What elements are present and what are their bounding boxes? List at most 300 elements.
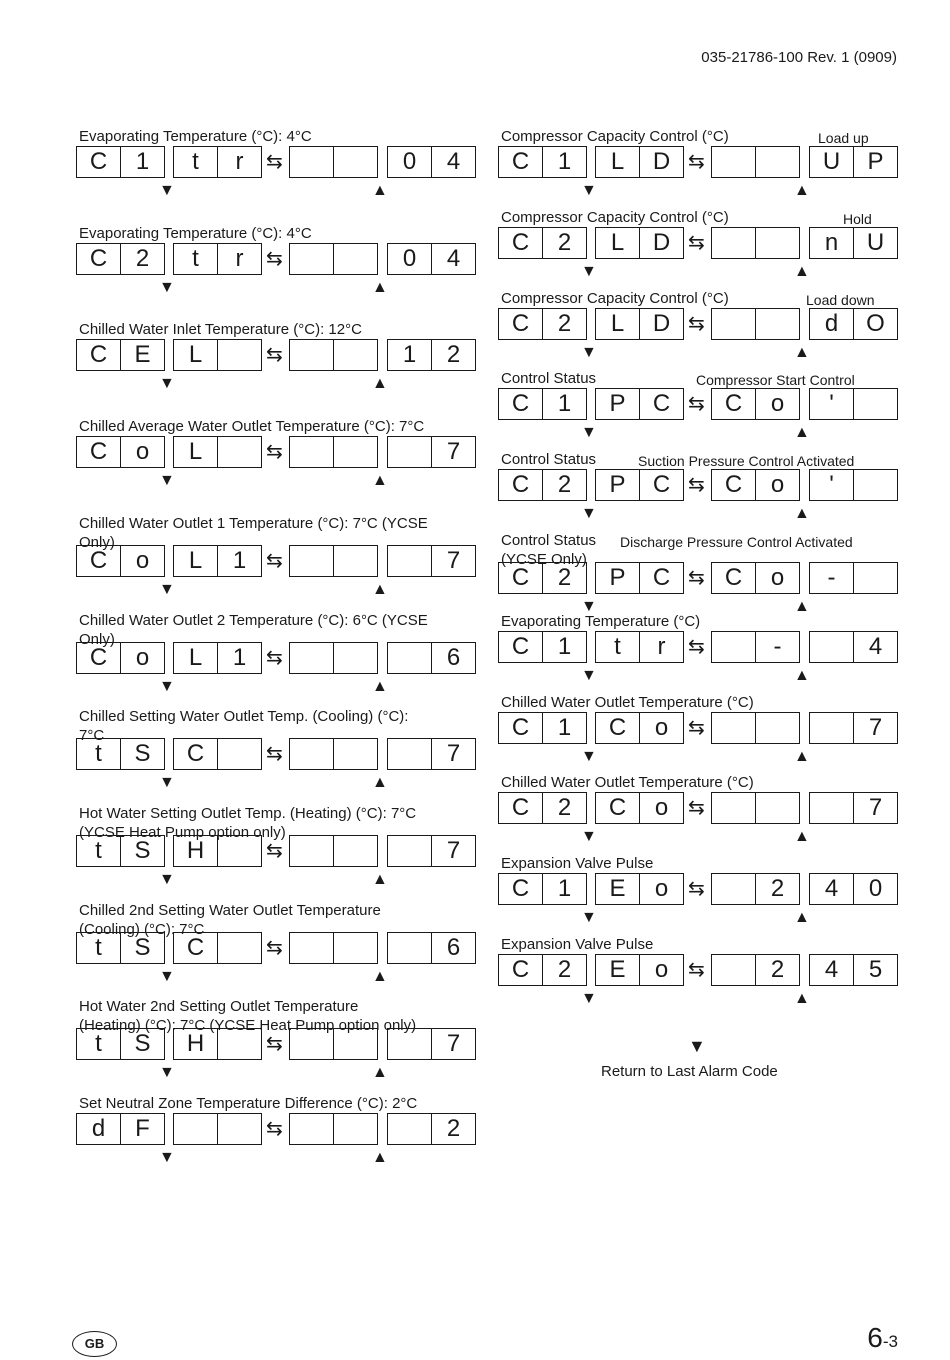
digit-cell: 4 xyxy=(824,875,839,903)
swap-arrows-icon: ⇆ xyxy=(688,312,705,335)
down-arrow-icon: ▼ xyxy=(581,262,597,280)
up-arrow-icon: ▲ xyxy=(372,967,388,985)
digit-cell: S xyxy=(120,1029,164,1059)
digit-group xyxy=(498,469,587,501)
digit-cell: d xyxy=(824,309,839,337)
digit-cell xyxy=(333,244,377,274)
digit-cell xyxy=(290,437,333,467)
digit-cell xyxy=(290,244,333,274)
digit-cell xyxy=(755,793,799,823)
digit-cell: t xyxy=(614,632,621,660)
digit-cell: 2 xyxy=(431,1114,475,1144)
digit-group xyxy=(289,1028,378,1060)
digit-cell: C xyxy=(186,933,205,961)
digit-group xyxy=(289,146,378,178)
digit-cell xyxy=(333,836,377,866)
digit-group xyxy=(289,738,378,770)
up-arrow-icon: ▲ xyxy=(794,909,810,927)
digit-cell: C xyxy=(608,713,627,741)
digit-group xyxy=(289,339,378,371)
down-arrow-icon: ▼ xyxy=(159,278,175,296)
step-label: Chilled 2nd Setting Water Outlet Temperature (Cooling) (°C): 7°C xyxy=(79,901,381,938)
step-label: Evaporating Temperature (°C): 4°C xyxy=(79,224,312,242)
digit-cell: C xyxy=(89,244,108,272)
digit-group xyxy=(173,642,262,674)
up-arrow-icon: ▲ xyxy=(794,343,810,361)
step-label: Control Status xyxy=(501,451,597,469)
digit-cell: L xyxy=(610,228,625,256)
digit-cell: o xyxy=(120,437,164,467)
digit-cell xyxy=(217,933,261,963)
digit-group xyxy=(809,792,898,824)
digit-cell: 7 xyxy=(431,437,475,467)
digit-group xyxy=(387,1113,476,1145)
digit-cell xyxy=(290,643,333,673)
digit-cell: L xyxy=(610,148,625,175)
digit-group xyxy=(76,835,165,867)
step-status-label: Suction Pressure Control Activated xyxy=(638,453,855,470)
digit-cell: C xyxy=(511,471,530,499)
up-arrow-icon: ▲ xyxy=(372,1064,388,1082)
down-arrow-icon: ▼ xyxy=(159,1149,175,1166)
digit-cell: C xyxy=(511,228,530,256)
digit-cell xyxy=(712,228,755,258)
digit-group xyxy=(76,146,165,178)
digit-cell: o xyxy=(755,470,799,500)
digit-cell: 1 xyxy=(217,643,261,673)
digit-cell: C xyxy=(511,794,530,822)
step-label: Chilled Water Inlet Temperature (°C): 12°C xyxy=(79,321,362,339)
digit-group xyxy=(711,712,800,744)
up-arrow-icon: ▲ xyxy=(372,580,388,598)
swap-arrows-icon: ⇆ xyxy=(266,839,283,862)
digit-cell: C xyxy=(639,389,683,419)
digit-cell: 2 xyxy=(542,470,586,500)
digit-group xyxy=(498,308,587,340)
digit-cell xyxy=(217,739,261,769)
digit-cell: o xyxy=(639,955,683,985)
digit-cell xyxy=(755,713,799,743)
step-label: Evaporating Temperature (°C): 4°C xyxy=(79,128,312,145)
digit-group xyxy=(595,792,684,824)
digit-group xyxy=(387,738,476,770)
digit-cell: C xyxy=(511,564,530,591)
digit-cell xyxy=(333,1114,377,1144)
digit-group xyxy=(809,308,898,340)
digit-group xyxy=(498,712,587,744)
digit-group xyxy=(498,792,587,824)
digit-cell xyxy=(810,793,853,823)
digit-group xyxy=(711,562,800,594)
digit-cell: 7 xyxy=(431,546,475,576)
digit-cell xyxy=(333,1029,377,1059)
digit-cell xyxy=(290,933,333,963)
up-arrow-icon: ▲ xyxy=(372,870,388,888)
digit-group xyxy=(498,146,587,178)
digit-group xyxy=(76,1113,165,1145)
digit-cell xyxy=(712,955,755,985)
digit-cell: 1 xyxy=(542,874,586,904)
digit-cell xyxy=(388,1029,431,1059)
digit-cell: L xyxy=(188,546,203,574)
digit-cell: 2 xyxy=(542,309,586,339)
digit-cell: 6 xyxy=(431,933,475,963)
digit-cell xyxy=(388,1114,431,1144)
up-arrow-icon: ▲ xyxy=(794,182,810,199)
digit-cell: 5 xyxy=(853,955,897,985)
step-label: Chilled Water Outlet 1 Temperature (°C): 7°C (YCSE Only) xyxy=(79,514,428,551)
digit-cell: C xyxy=(511,956,530,983)
digit-cell: o xyxy=(120,546,164,576)
digit-cell xyxy=(712,793,755,823)
digit-cell: n xyxy=(824,228,839,256)
digit-cell: 1 xyxy=(217,546,261,576)
digit-cell xyxy=(755,147,799,177)
swap-arrows-icon: ⇆ xyxy=(688,635,705,658)
step-label: Chilled Water Outlet 2 Temperature (°C): 6°C (YCSE Only) xyxy=(79,611,428,648)
up-arrow-icon: ▲ xyxy=(794,990,810,1007)
digit-cell xyxy=(333,933,377,963)
digit-cell xyxy=(810,713,853,743)
digit-group xyxy=(711,792,800,824)
digit-cell: 1 xyxy=(542,147,586,177)
swap-arrows-icon: ⇆ xyxy=(688,151,705,173)
step-status-label: Discharge Pressure Control Activated xyxy=(620,534,853,550)
swap-arrows-icon: ⇆ xyxy=(688,393,705,416)
digit-cell: 2 xyxy=(542,563,586,593)
digit-cell: 7 xyxy=(431,1029,475,1059)
swap-arrows-icon: ⇆ xyxy=(688,716,705,739)
digit-group xyxy=(498,562,587,594)
down-arrow-icon: ▼ xyxy=(581,424,597,442)
up-arrow-icon: ▲ xyxy=(794,666,810,684)
digit-group xyxy=(173,243,262,275)
digit-cell xyxy=(712,309,755,339)
digit-group xyxy=(387,1028,476,1060)
digit-group xyxy=(498,388,587,420)
digit-group xyxy=(711,146,800,178)
digit-cell: L xyxy=(610,309,625,337)
digit-group xyxy=(809,562,898,594)
digit-group xyxy=(711,227,800,259)
page-number-main: 6 xyxy=(867,1322,883,1353)
step-label: Chilled Setting Water Outlet Temp. (Cooling) (°C): 7°C xyxy=(79,708,409,745)
digit-cell xyxy=(712,632,755,662)
digit-cell xyxy=(388,836,431,866)
digit-cell: 7 xyxy=(853,713,897,743)
up-arrow-icon: ▲ xyxy=(372,278,388,296)
digit-cell: E xyxy=(609,956,626,983)
digit-cell xyxy=(333,739,377,769)
digit-group xyxy=(173,932,262,964)
digit-cell: C xyxy=(89,148,108,175)
digit-group xyxy=(289,436,378,468)
digit-cell: P xyxy=(609,471,626,499)
step-status-label: Load down xyxy=(806,291,875,308)
down-arrow-icon: ▼ xyxy=(159,182,175,199)
swap-arrows-icon: ⇆ xyxy=(688,797,705,820)
digit-group xyxy=(173,545,262,577)
digit-group xyxy=(387,146,476,178)
digit-cell: U xyxy=(822,148,841,175)
digit-cell: 0 xyxy=(402,244,417,272)
digit-cell xyxy=(174,1114,217,1144)
step-label: Chilled Average Water Outlet Temperature (°C): 7°C xyxy=(79,418,425,436)
digit-group xyxy=(711,308,800,340)
digit-cell xyxy=(388,933,431,963)
digit-cell: t xyxy=(95,836,102,864)
step-label: Control Status (YCSE Only) xyxy=(501,532,597,568)
digit-cell: 1 xyxy=(542,713,586,743)
up-arrow-icon: ▲ xyxy=(372,774,388,792)
digit-cell: C xyxy=(639,563,683,593)
digit-group xyxy=(173,436,262,468)
digit-group xyxy=(76,738,165,770)
digit-cell: r xyxy=(639,632,683,662)
digit-group xyxy=(809,146,898,178)
digit-cell: C xyxy=(89,438,108,466)
digit-cell: S xyxy=(120,933,164,963)
digit-group xyxy=(387,243,476,275)
down-arrow-icon: ▼ xyxy=(581,598,597,615)
step-label: Hot Water Setting Outlet Temp. (Heating) (°C): 7°C (YCSE Heat Pump option only) xyxy=(79,804,417,841)
digit-cell xyxy=(712,874,755,904)
digit-cell xyxy=(333,437,377,467)
digit-cell: H xyxy=(186,1030,205,1058)
digit-group xyxy=(809,873,898,905)
digit-group xyxy=(173,339,262,371)
digit-cell: L xyxy=(188,438,203,466)
swap-arrows-icon: ⇆ xyxy=(266,549,283,572)
up-arrow-icon: ▲ xyxy=(372,375,388,393)
digit-group xyxy=(76,339,165,371)
digit-cell: 2 xyxy=(755,955,799,985)
digit-group xyxy=(173,738,262,770)
step-label: Hot Water 2nd Setting Outlet Temperature (Heating) (°C): 7°C (YCSE Heat Pump option only) xyxy=(79,998,417,1035)
digit-cell: 4 xyxy=(824,956,839,983)
digit-group xyxy=(809,469,898,501)
swap-arrows-icon: ⇆ xyxy=(266,646,283,669)
digit-cell: H xyxy=(186,836,205,864)
step-label: Evaporating Temperature (°C) xyxy=(501,612,701,630)
digit-cell: t xyxy=(192,148,199,175)
digit-cell xyxy=(388,437,431,467)
swap-arrows-icon: ⇆ xyxy=(266,1118,283,1140)
digit-cell: 1 xyxy=(120,147,164,177)
digit-cell: 2 xyxy=(542,955,586,985)
digit-cell: o xyxy=(639,874,683,904)
swap-arrows-icon: ⇆ xyxy=(266,936,283,959)
digit-group xyxy=(498,631,587,663)
return-to-last-alarm-code: Return to Last Alarm Code xyxy=(601,1063,778,1080)
digit-cell: 1 xyxy=(542,389,586,419)
step-label: Compressor Capacity Control (°C) xyxy=(501,289,729,307)
up-arrow-icon: ▲ xyxy=(794,747,810,765)
digit-group xyxy=(711,631,800,663)
digit-group xyxy=(289,545,378,577)
digit-cell: 2 xyxy=(542,228,586,258)
digit-cell: r xyxy=(217,147,261,177)
digit-group xyxy=(595,954,684,986)
digit-cell xyxy=(333,340,377,370)
digit-cell: C xyxy=(186,740,205,768)
page-number xyxy=(867,1322,898,1354)
digit-cell xyxy=(712,147,755,177)
swap-arrows-icon: ⇆ xyxy=(688,567,705,589)
down-arrow-icon: ▼ xyxy=(581,343,597,361)
digit-cell: 0 xyxy=(853,874,897,904)
digit-cell: o xyxy=(755,389,799,419)
down-arrow-icon: ▼ xyxy=(159,774,175,792)
down-arrow-icon: ▼ xyxy=(581,666,597,684)
digit-cell xyxy=(290,1029,333,1059)
digit-cell: D xyxy=(639,309,683,339)
digit-cell xyxy=(290,836,333,866)
step-label: Expansion Valve Pulse xyxy=(501,855,654,873)
digit-cell: t xyxy=(95,740,102,768)
down-arrow-icon: ▼ xyxy=(159,472,175,490)
step-label: Chilled Water Outlet Temperature (°C) xyxy=(501,693,754,711)
step-status-label: Load up xyxy=(818,130,869,146)
digit-cell: 6 xyxy=(431,643,475,673)
region-badge: GB xyxy=(72,1331,117,1357)
digit-group xyxy=(711,469,800,501)
return-down-arrow-icon: ▼ xyxy=(688,1036,706,1056)
digit-cell: - xyxy=(827,564,836,591)
up-arrow-icon: ▲ xyxy=(794,828,810,846)
swap-arrows-icon: ⇆ xyxy=(266,151,283,173)
digit-cell xyxy=(217,340,261,370)
down-arrow-icon: ▼ xyxy=(159,870,175,888)
digit-cell xyxy=(388,643,431,673)
digit-group xyxy=(387,835,476,867)
up-arrow-icon: ▲ xyxy=(794,262,810,280)
digit-cell: S xyxy=(120,739,164,769)
digit-group xyxy=(387,436,476,468)
digit-group xyxy=(595,146,684,178)
digit-cell: 7 xyxy=(431,739,475,769)
digit-cell: 2 xyxy=(542,793,586,823)
digit-group xyxy=(387,545,476,577)
digit-cell: C xyxy=(724,471,743,499)
step-label: Compressor Capacity Control (°C) xyxy=(501,128,729,145)
digit-cell: S xyxy=(120,836,164,866)
digit-cell xyxy=(290,1114,333,1144)
digit-group xyxy=(595,631,684,663)
digit-cell: F xyxy=(120,1114,164,1144)
digit-cell: D xyxy=(639,228,683,258)
step-label: Expansion Valve Pulse xyxy=(501,936,654,953)
digit-cell: ' xyxy=(829,390,834,418)
digit-group xyxy=(289,932,378,964)
digit-group xyxy=(809,712,898,744)
down-arrow-icon: ▼ xyxy=(581,990,597,1007)
digit-cell: o xyxy=(639,793,683,823)
digit-cell: U xyxy=(853,228,897,258)
digit-cell xyxy=(388,739,431,769)
digit-group xyxy=(173,1028,262,1060)
digit-cell: C xyxy=(511,713,530,741)
digit-group xyxy=(595,308,684,340)
digit-cell xyxy=(853,389,897,419)
digit-group xyxy=(711,388,800,420)
digit-group xyxy=(595,227,684,259)
swap-arrows-icon: ⇆ xyxy=(688,959,705,981)
down-arrow-icon: ▼ xyxy=(581,747,597,765)
digit-cell: 4 xyxy=(853,632,897,662)
digit-cell: 2 xyxy=(755,874,799,904)
digit-cell: t xyxy=(95,933,102,961)
digit-cell xyxy=(217,836,261,866)
digit-cell: C xyxy=(511,632,530,660)
digit-group xyxy=(809,227,898,259)
digit-cell: o xyxy=(755,563,799,593)
digit-cell: - xyxy=(755,632,799,662)
digit-group xyxy=(595,469,684,501)
digit-group xyxy=(711,873,800,905)
document-number: 035-21786-100 Rev. 1 (0909) xyxy=(701,49,897,66)
digit-cell xyxy=(755,309,799,339)
digit-group xyxy=(173,1113,262,1145)
digit-cell: C xyxy=(511,390,530,418)
digit-cell: o xyxy=(639,713,683,743)
digit-cell: C xyxy=(639,470,683,500)
down-arrow-icon: ▼ xyxy=(581,828,597,846)
digit-cell xyxy=(712,713,755,743)
digit-cell: o xyxy=(120,643,164,673)
digit-cell: 7 xyxy=(431,836,475,866)
down-arrow-icon: ▼ xyxy=(159,375,175,393)
swap-arrows-icon: ⇆ xyxy=(266,247,283,270)
digit-cell: O xyxy=(853,309,897,339)
digit-cell: P xyxy=(853,147,897,177)
digit-cell xyxy=(290,739,333,769)
page-number-suffix: -3 xyxy=(882,1332,898,1351)
digit-group xyxy=(289,642,378,674)
swap-arrows-icon: ⇆ xyxy=(688,231,705,254)
digit-cell xyxy=(290,147,333,177)
digit-group xyxy=(809,388,898,420)
digit-cell: C xyxy=(608,794,627,822)
digit-group xyxy=(173,835,262,867)
digit-cell xyxy=(333,147,377,177)
digit-cell xyxy=(217,1114,261,1144)
digit-cell: C xyxy=(724,390,743,418)
digit-group xyxy=(387,642,476,674)
digit-group xyxy=(595,562,684,594)
digit-cell xyxy=(333,546,377,576)
digit-cell: t xyxy=(95,1030,102,1058)
swap-arrows-icon: ⇆ xyxy=(266,441,283,464)
digit-cell xyxy=(755,228,799,258)
digit-cell: d xyxy=(91,1115,106,1142)
swap-arrows-icon: ⇆ xyxy=(266,743,283,766)
up-arrow-icon: ▲ xyxy=(794,424,810,442)
digit-group xyxy=(76,1028,165,1060)
digit-group xyxy=(595,712,684,744)
down-arrow-icon: ▼ xyxy=(159,580,175,598)
down-arrow-icon: ▼ xyxy=(159,677,175,695)
digit-cell: t xyxy=(192,244,199,272)
digit-cell xyxy=(853,470,897,500)
digit-group xyxy=(289,1113,378,1145)
digit-group xyxy=(498,954,587,986)
digit-cell: 2 xyxy=(120,244,164,274)
digit-cell xyxy=(217,1029,261,1059)
digit-cell: 0 xyxy=(402,148,417,175)
digit-cell: C xyxy=(89,546,108,574)
digit-cell: 1 xyxy=(542,632,586,662)
